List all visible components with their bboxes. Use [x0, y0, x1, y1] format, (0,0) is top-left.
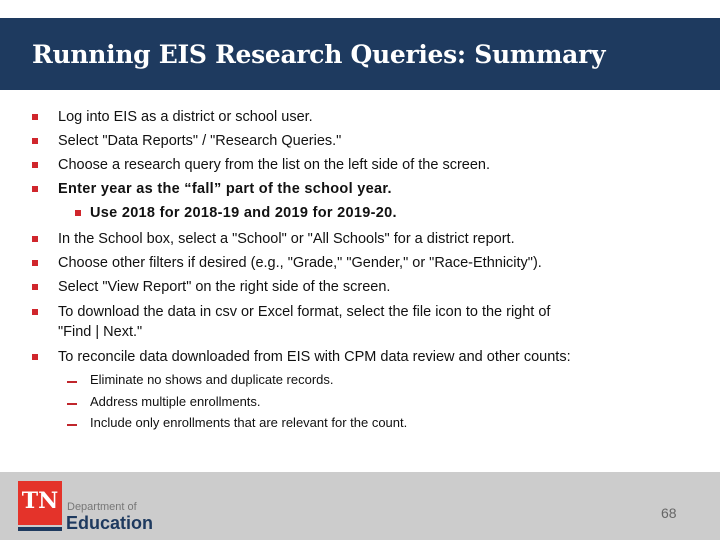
- bullet-item: In the School box, select a "School" or "All Schools" for a district report.: [58, 231, 515, 247]
- tn-logo: TN: [18, 481, 62, 525]
- bullet-item: Choose a research query from the list on the left side of the screen.: [58, 157, 491, 173]
- title-bar: [0, 18, 720, 90]
- bullet-item-continuation: "Find | Next.": [58, 324, 143, 340]
- sub-item: Address multiple enrollments.: [90, 394, 261, 409]
- page-number: 68: [661, 505, 677, 521]
- logo-department: Department of: [67, 501, 137, 513]
- sub-item: Eliminate no shows and duplicate records.: [90, 372, 334, 387]
- slide-title: Running EIS Research Queries: Summary: [32, 40, 606, 69]
- bullet-icon: [32, 236, 38, 242]
- logo-education: Education: [66, 513, 154, 533]
- bullet-icon: [32, 162, 38, 168]
- bullet-subitem: Use 2018 for 2018-19 and 2019 for 2019-20.: [90, 205, 397, 221]
- logo-bar: [18, 527, 62, 531]
- bullet-icon: [75, 210, 81, 216]
- bullet-icon: [32, 309, 38, 315]
- bullet-item: Enter year as the “fall” part of the school year.: [58, 181, 392, 197]
- dash-icon: [67, 424, 77, 426]
- bullet-icon: [32, 186, 38, 192]
- bullet-icon: [32, 114, 38, 120]
- bullet-item: To download the data in csv or Excel format, select the file icon to the right of: [58, 304, 551, 320]
- bullet-icon: [32, 354, 38, 360]
- bullet-icon: [32, 260, 38, 266]
- sub-item: Include only enrollments that are relevant for the count.: [90, 415, 408, 430]
- bullet-item: Choose other filters if desired (e.g., "Grade," "Gender," or "Race-Ethnicity").: [58, 255, 542, 271]
- bullet-item: To reconcile data downloaded from EIS with CPM data review and other counts:: [58, 349, 571, 365]
- dash-icon: [67, 403, 77, 405]
- bullet-icon: [32, 284, 38, 290]
- bullet-item: Select "View Report" on the right side of the screen.: [58, 279, 391, 295]
- dash-icon: [67, 381, 77, 383]
- bullet-item: Log into EIS as a district or school user.: [58, 109, 313, 125]
- bullet-item: Select "Data Reports" / "Research Queries.": [58, 133, 342, 149]
- bullet-icon: [32, 138, 38, 144]
